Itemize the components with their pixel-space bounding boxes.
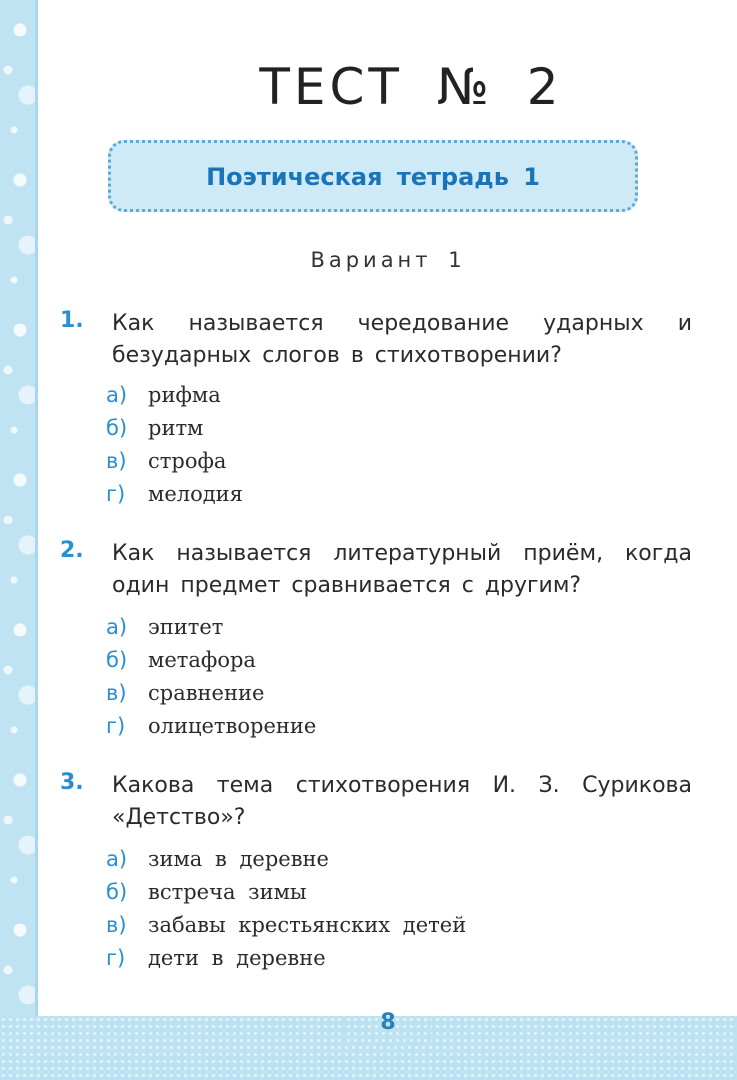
option-letter: г) [106,713,126,738]
option-text: дети в деревне [148,945,326,970]
answer-option[interactable] [106,411,686,444]
question-text: Как называется чередование ударных и безударных слогов в стихотворении? [112,311,692,368]
answer-option[interactable] [106,709,686,742]
answer-option[interactable] [106,444,686,477]
option-text: метафора [148,647,256,672]
option-text: ритм [148,415,204,440]
answer-option[interactable] [106,908,686,941]
option-letter: б) [106,415,128,440]
answer-option[interactable] [106,643,686,676]
topic-box [108,140,638,212]
option-letter: г) [106,945,126,970]
answer-options [106,378,686,510]
test-title: ТЕСТ № 2 [259,58,563,116]
answer-option[interactable] [106,941,686,974]
option-letter: б) [106,879,128,904]
option-letter: в) [106,448,127,473]
page-number: 8 [380,1010,396,1035]
option-letter: г) [106,481,126,506]
decorative-left-border [0,0,38,1080]
answer-option[interactable] [106,875,686,908]
question-text: Как называется литературный приём, когда один предмет сравнивается с другим? [112,541,692,598]
option-letter: а) [106,614,128,639]
answer-option[interactable] [106,477,686,510]
option-text: зима в деревне [148,846,329,871]
answer-option[interactable] [106,610,686,643]
option-text: рифма [148,382,221,407]
variant-label: Вариант 1 [310,248,466,272]
option-text: олицетворение [148,713,317,738]
answer-options [106,610,686,742]
option-text: мелодия [148,481,243,506]
question-number: 3. [60,770,84,795]
option-letter: в) [106,680,127,705]
question-number: 2. [60,538,84,563]
answer-option[interactable] [106,378,686,411]
option-text: эпитет [148,614,224,639]
option-letter: а) [106,846,128,871]
option-text: забавы крестьянских детей [148,912,467,937]
option-letter: в) [106,912,127,937]
page-content [38,0,737,1016]
answer-option[interactable] [106,676,686,709]
option-text: встреча зимы [148,879,307,904]
topic-title: Поэтическая тетрадь 1 [206,163,540,191]
option-text: строфа [148,448,227,473]
answer-option[interactable] [106,842,686,875]
question-number: 1. [60,308,84,333]
option-letter: а) [106,382,128,407]
question-text: Какова тема стихотворения И. З. Сурикова «Детство»? [112,773,692,830]
option-letter: б) [106,647,128,672]
option-text: сравнение [148,680,265,705]
answer-options [106,842,686,974]
